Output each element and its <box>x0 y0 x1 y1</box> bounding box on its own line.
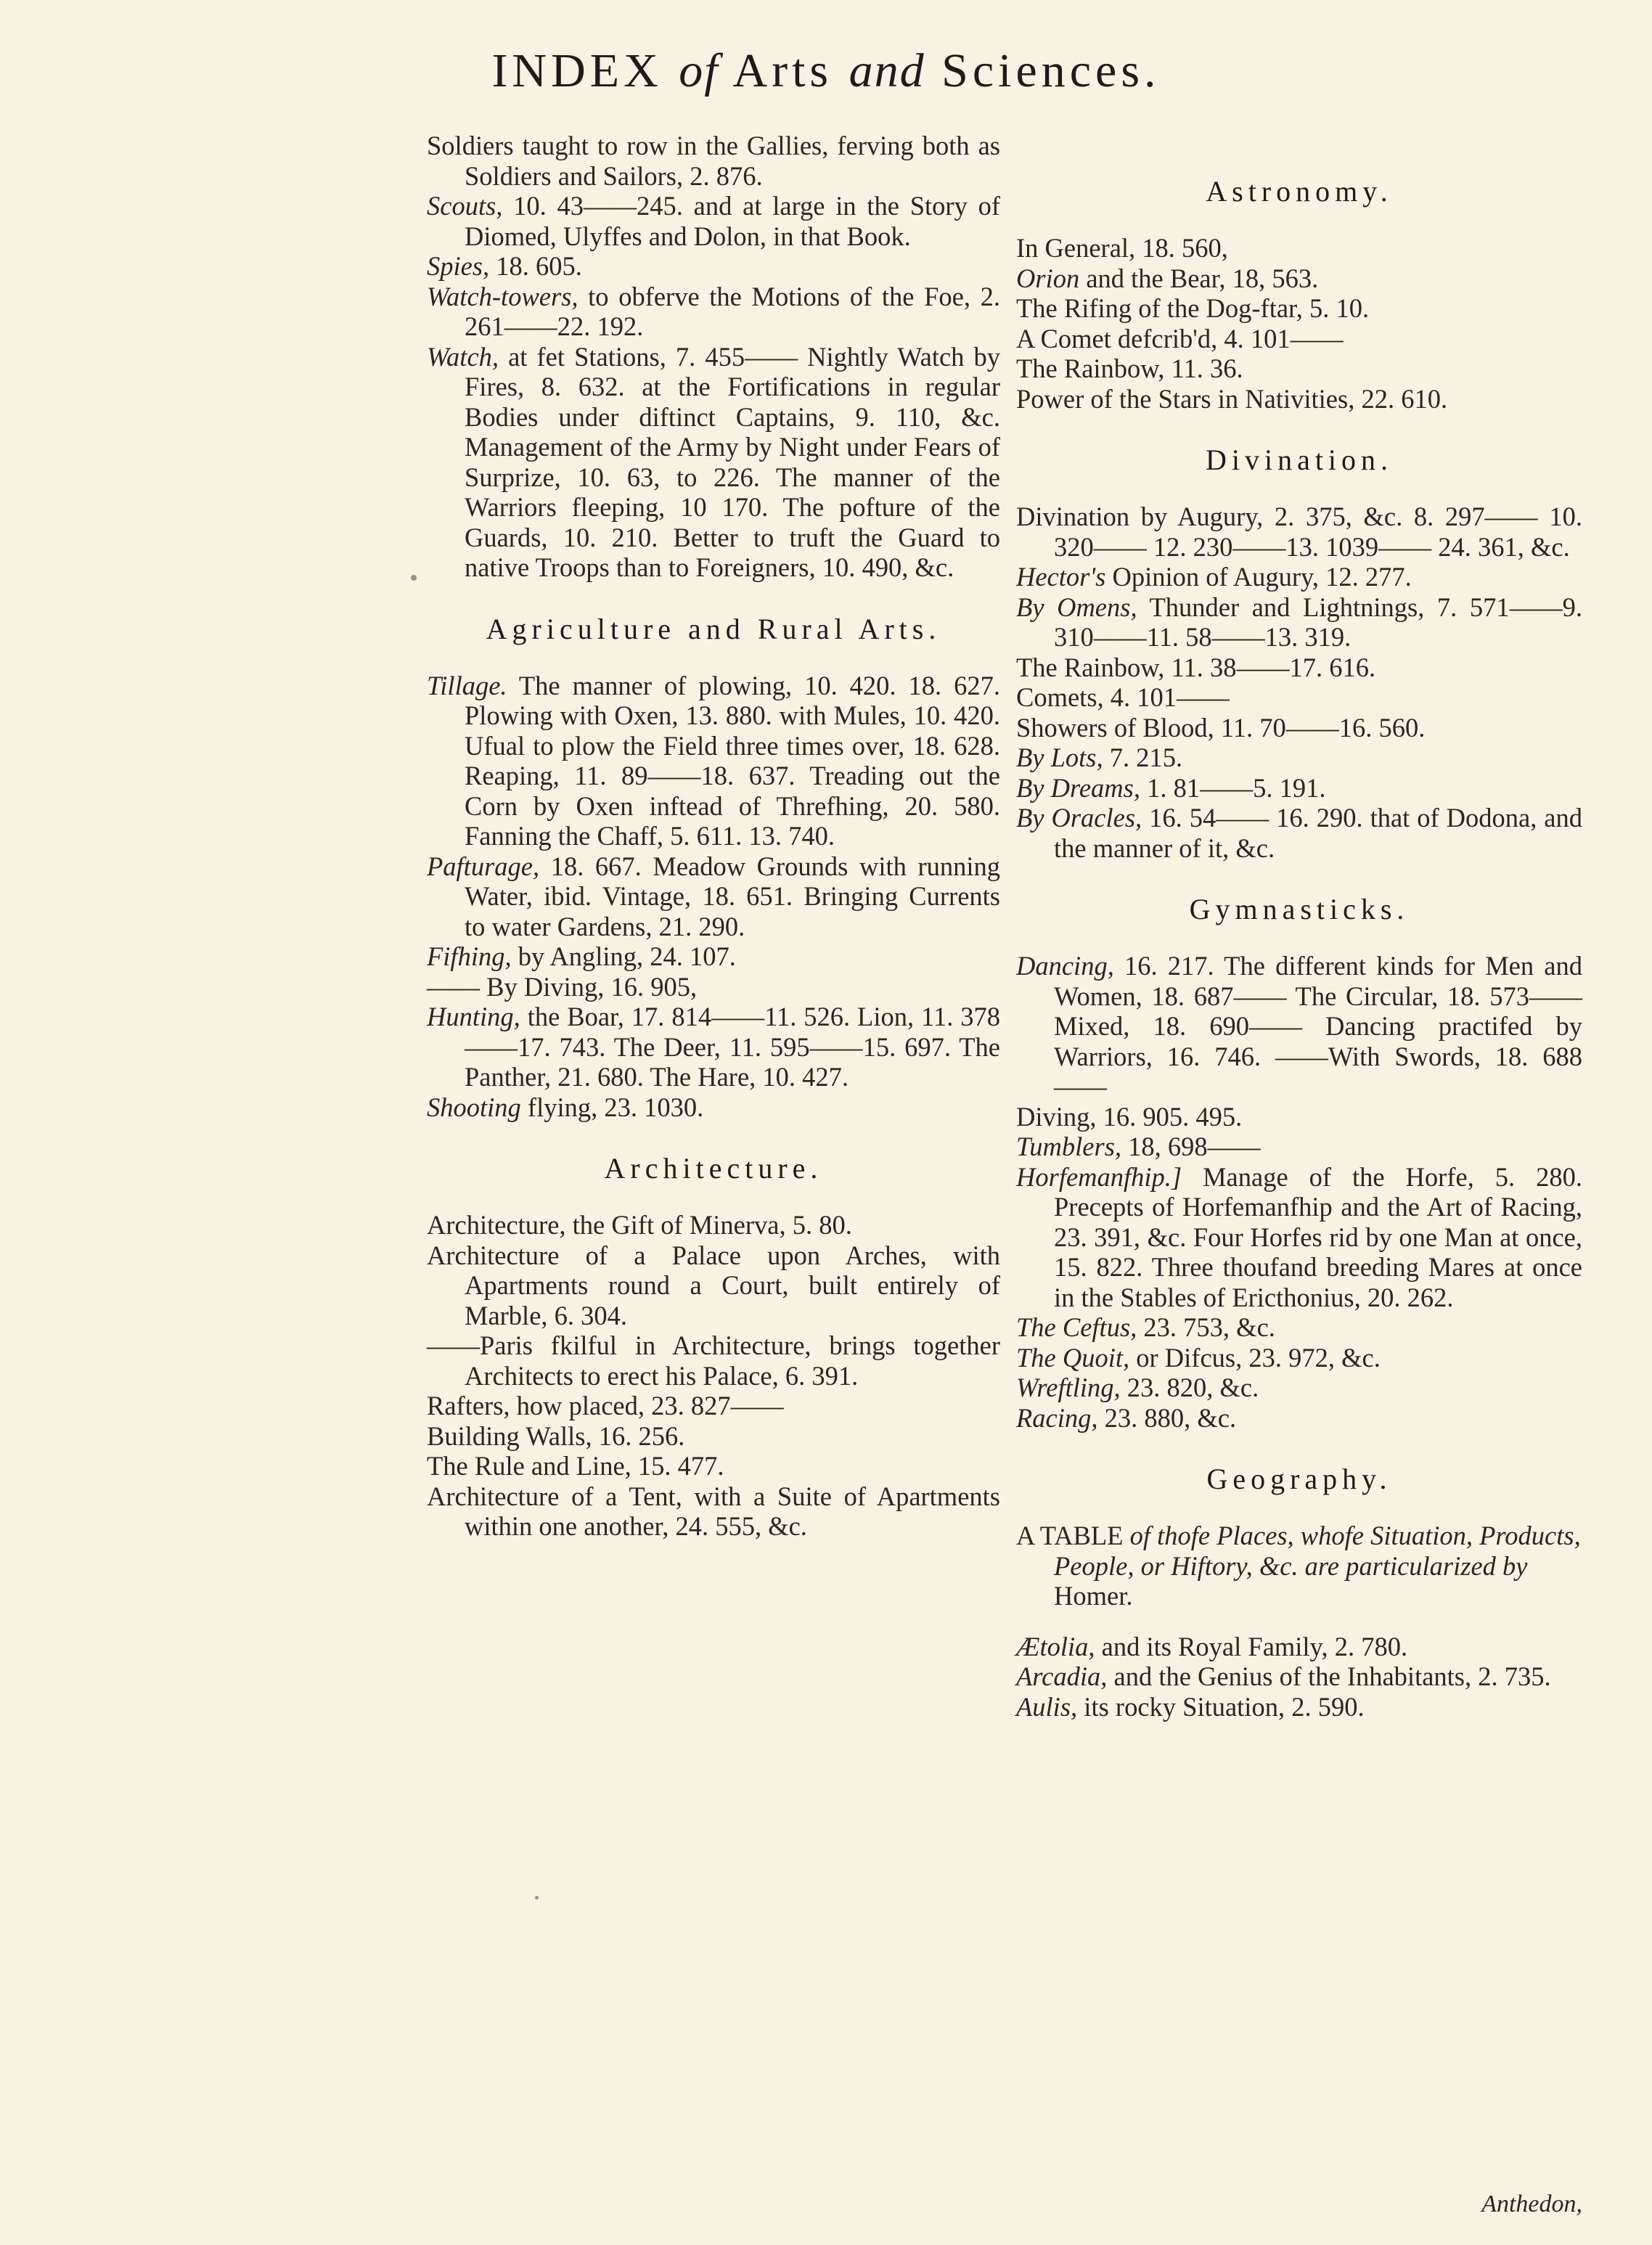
index-entry: Orion and the Bear, 18, 563. <box>1016 263 1319 293</box>
index-entry: Building Walls, 16. 256. <box>427 1420 685 1451</box>
index-entry: Rafters, how placed, 23. 827—— <box>427 1391 784 1420</box>
index-entry: Watch-towers, to obferve the Motions of the Foe, 2. 261——22. 192. <box>427 281 1000 341</box>
index-entry: Tumblers, 18, 698—— <box>1016 1132 1261 1161</box>
section-heading-agriculture: Agriculture and Rural Arts. <box>486 612 941 645</box>
index-entry: Showers of Blood, 11. 70——16. 560. <box>1016 712 1426 743</box>
index-entry: Architecture of a Tent, with a Suite of Apartments within one another, 24. 555, &c. <box>427 1481 1000 1541</box>
index-entry: Power of the Stars in Nativities, 22. 610. <box>1016 383 1448 414</box>
index-entry: Ætolia, and its Royal Family, 2. 780. <box>1016 1631 1408 1661</box>
index-entry: Pafturage, 18. 667. Meadow Grounds with running Water, ibid. Vintage, 18. 651. Bringing Currents to water Gardens, 21. 290. <box>427 851 1000 941</box>
index-entry: The Rainbow, 11. 36. <box>1016 353 1243 383</box>
index-entry: Architecture of a Palace upon Arches, with Apartments round a Court, built entirely of Marble, 6. 304. <box>427 1240 1000 1330</box>
title-arts: Arts <box>732 44 833 97</box>
ink-speck <box>535 1896 539 1900</box>
index-entry: Diving, 16. 905. 495. <box>1016 1101 1243 1132</box>
index-entry: The Rule and Line, 15. 477. <box>427 1451 724 1481</box>
title-and: and <box>849 44 925 97</box>
index-entry: Watch, at fet Stations, 7. 455—— Nightly Watch by Fires, 8. 632. at the Fortifications in regular Bodies under diftinct Captains, 9. 110, &c. Management of the Army by Night under Fears of Surprize, 10. 63, to 226. The manner of the Warriors fleeping, 10 170. The pofture of the Guards, 10. 210. Better to truft the Guard to native Troops than to Foreigners, 10. 490, &c. <box>427 341 1000 582</box>
astronomy-entries <box>1016 233 1582 414</box>
index-entry: By Dreams, 1. 81——5. 191. <box>1016 772 1326 803</box>
title-index: INDEX <box>491 44 663 97</box>
index-entry: The Ceftus, 23. 753, &c. <box>1016 1312 1275 1342</box>
right-column <box>1016 131 1582 1722</box>
index-entry: The Quoit, or Difcus, 23. 972, &c. <box>1016 1342 1381 1373</box>
index-entry: Divination by Augury, 2. 375, &c. 8. 297—— 10. 320—— 12. 230——13. 1039—— 24. 361, &c. <box>1016 502 1582 562</box>
divination-entries <box>1016 502 1582 863</box>
index-entry: Spies, 18. 605. <box>427 251 582 281</box>
index-entry: By Omens, Thunder and Lightnings, 7. 571——9. 310——11. 58——13. 319. <box>1016 592 1582 652</box>
index-entry: The Rainbow, 11. 38——17. 616. <box>1016 652 1376 682</box>
index-entry: In General, 18. 560, <box>1016 233 1228 263</box>
continued-entries <box>427 131 1000 583</box>
left-column <box>427 131 1000 1542</box>
title-sciences: Sciences. <box>941 44 1161 97</box>
section-heading-divination: Divination. <box>1205 443 1394 476</box>
section-heading-gymnasticks: Gymnasticks. <box>1189 893 1410 925</box>
index-entry: Comets, 4. 101—— <box>1016 682 1230 712</box>
index-entry: Wreftling, 23. 820, &c. <box>1016 1373 1259 1402</box>
geography-intro: A TABLE of thofe Places, whofe Situation, Products, People, or Hiftory, &c. are particularized by Homer. <box>1016 1521 1581 1611</box>
index-entry: Aulis, its rocky Situation, 2. 590. <box>1016 1691 1365 1722</box>
index-entry: Shooting flying, 23. 1030. <box>427 1092 704 1122</box>
section-heading-geography: Geography. <box>1206 1463 1392 1495</box>
index-entry: Architecture, the Gift of Minerva, 5. 80. <box>427 1210 852 1240</box>
agriculture-entries <box>427 671 1000 1123</box>
index-entry: Tillage. The manner of plowing, 10. 420. 18. 627. Plowing with Oxen, 13. 880. with Mules, 10. 420. Ufual to plow the Field three times over, 18. 628. Reaping, 11. 89——18. 637. Treading out the Corn by Oxen inftead of Threfhing, 20. 580. Fanning the Chaff, 5. 611. 13. 740. <box>427 670 1000 851</box>
ink-speck <box>411 575 417 581</box>
section-heading-astronomy: Astronomy. <box>1206 175 1393 208</box>
geography-entries <box>1016 1632 1582 1722</box>
index-entry: ——Paris fkilful in Architecture, brings together Architects to erect his Palace, 6. 391. <box>427 1330 1000 1391</box>
page-title <box>0 44 1652 99</box>
index-entry: —— By Diving, 16. 905, <box>427 971 698 1002</box>
gymnasticks-entries <box>1016 951 1582 1433</box>
index-entry: The Rifing of the Dog-ftar, 5. 10. <box>1016 293 1370 323</box>
title-of: of <box>679 44 719 97</box>
index-entry: Dancing, 16. 217. The different kinds for Men and Women, 18. 687—— The Circular, 18. 573——Mixed, 18. 690—— Dancing practifed by Warriors, 16. 746. ——With Swords, 18. 688—— <box>1016 951 1582 1101</box>
index-entry: Fifhing, by Angling, 24. 107. <box>427 941 736 971</box>
index-entry: A Comet defcrib'd, 4. 101—— <box>1016 323 1344 353</box>
section-heading-architecture: Architecture. <box>604 1152 823 1185</box>
index-entry: Horfemanfhip.] Manage of the Horfe, 5. 280. Precepts of Horfemanfhip and the Art of Racing, 23. 391, &c. Four Horfes rid by one Man at once, 15. 822. Three thoufand breeding Mares at once in the Stables of Ericthonius, 20. 262. <box>1016 1161 1582 1312</box>
index-entry: Hector's Opinion of Augury, 12. 277. <box>1016 562 1412 592</box>
index-entry: Arcadia, and the Genius of the Inhabitants, 2. 735. <box>1016 1661 1551 1691</box>
architecture-entries <box>427 1210 1000 1542</box>
index-entry: Soldiers taught to row in the Gallies, ferving both as Soldiers and Sailors, 2. 876. <box>427 131 1000 191</box>
index-entry: By Lots, 7. 215. <box>1016 743 1183 772</box>
index-entry: By Oracles, 16. 54—— 16. 290. that of Dodona, and the manner of it, &c. <box>1016 803 1582 863</box>
index-entry: Racing, 23. 880, &c. <box>1016 1402 1237 1433</box>
index-entry: Hunting, the Boar, 17. 814——11. 526. Lion, 11. 378——17. 743. The Deer, 11. 595——15. 697. The Panther, 21. 680. The Hare, 10. 427. <box>427 1002 1000 1092</box>
catchword: Anthedon, <box>1481 2191 1582 2217</box>
index-entry: Scouts, 10. 43——245. and at large in the Story of Diomed, Ulyffes and Dolon, in that Book. <box>427 191 1000 251</box>
